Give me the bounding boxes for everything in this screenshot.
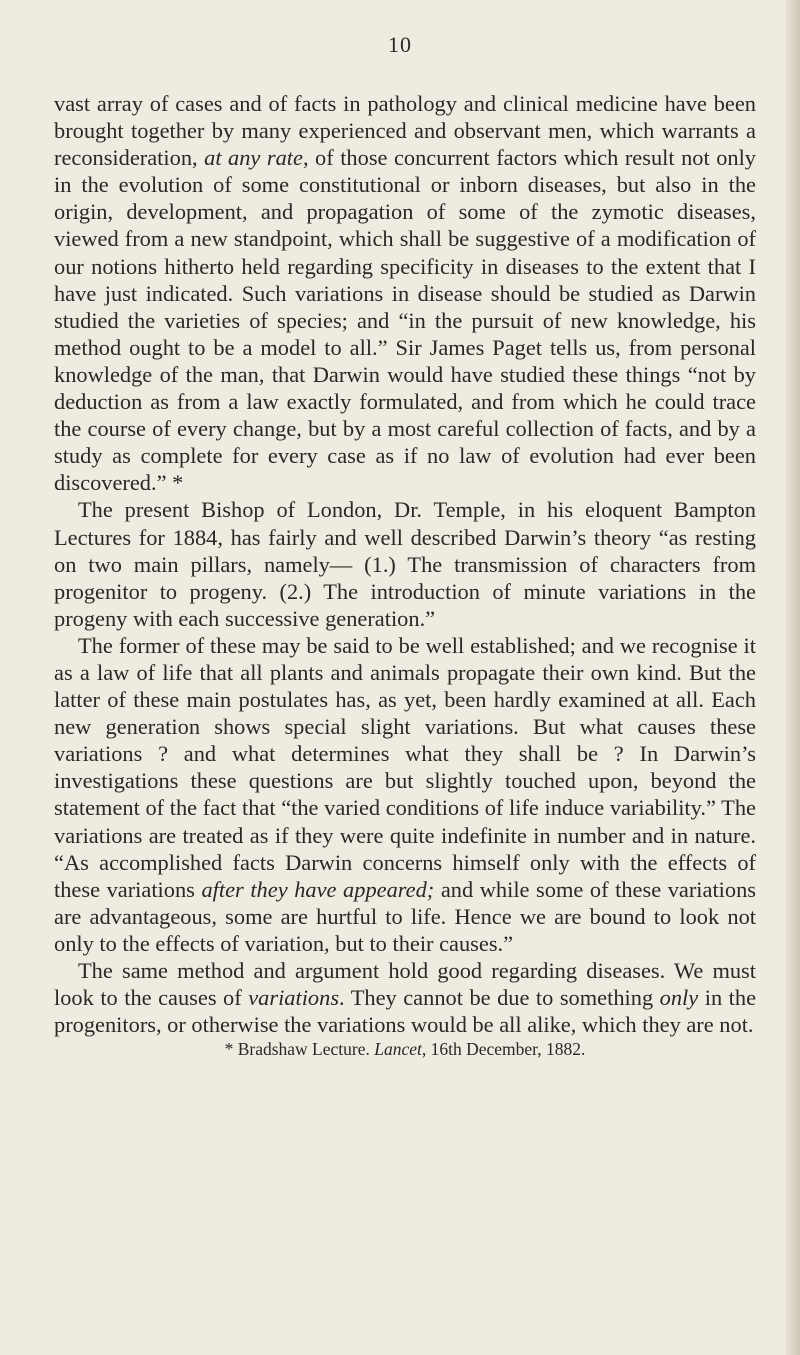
footnote [54,1038,756,1060]
italic-run: only [659,985,699,1011]
italic-run: after they have appeared; [201,876,435,902]
text-run: and while some of these variations are advantageous, some are hurtful to life. Hence we are bound to look not only to the effects of variation, but to their causes.” [54,876,757,956]
paragraph [54,496,756,631]
paragraph [54,632,756,957]
page-number: 10 [388,32,412,57]
text-run: in the progenitors, or otherwise the variations would be all alike, which they are not. [54,985,757,1038]
text-run: vast array of cases and of facts in pathology and clinical medicine have been brought together by many experienced and observant men, which warrants a reconsideration, [54,91,756,171]
paragraph [54,90,756,496]
text-run: The present Bishop of London, Dr. Temple, in his eloquent Bampton Lectures for 1884, has fairly and well described Darwin’s theory “as resting on two main pillars, namely— (1.) The transmission of characters from progenitor to progeny. (2.) The introduction of minute variations in the progeny with each successive generation.” [54,497,756,631]
text-run: , 16th December, 1882. [421,1039,586,1060]
italic-run: at any rate [204,145,303,171]
paragraph [54,957,756,1038]
text-run: . They cannot be due to something [339,985,660,1011]
italic-run: Lancet [374,1039,422,1060]
text-run: The former of these may be said to be well established; and we recognise it as a law of life that all plants and animals propagate their own kind. But the latter of these main postulates has, as yet, been hardly examined at all. Each new generation shows special slight variations. But what causes these variations ? and what determines what they shall be ? In Darwin’s investigations these questions are but slightly touched upon, beyond the statement of the fact that “the varied conditions of life induce variability.” The variations are treated as if they were quite indefinite in number and in nature. “As accomplished facts Darwin concerns himself only with the effects of these variations [54,632,756,902]
body-text [54,90,756,1060]
text-run: * Bradshaw Lecture. [224,1039,375,1060]
text-run: , of those concurrent factors which result not only in the evolution of some constitutional or inborn diseases, but also in the origin, development, and propagation of some of the zymotic diseases, viewed from a new standpoint, which shall be suggestive of a modification of our notions hitherto held regarding specificity in diseases to the extent that I have just indicated. Such variations in disease should be studied as Darwin studied the varieties of species; and “in the pursuit of new knowledge, his method ought to be a model to all.” Sir James Paget tells us, from personal knowledge of the man, that Darwin would have studied these things “not by deduction as from a law exactly formulated, and from which he could trace the course of every change, but by a most careful collection of facts, and by a study as complete for every case as if no law of evolution had ever been discovered.” * [54,145,757,496]
page-edge [786,0,800,1355]
italic-run: variations [248,985,340,1011]
text-run: The same method and argument hold good regarding diseases. We must look to the causes of [54,958,756,1011]
